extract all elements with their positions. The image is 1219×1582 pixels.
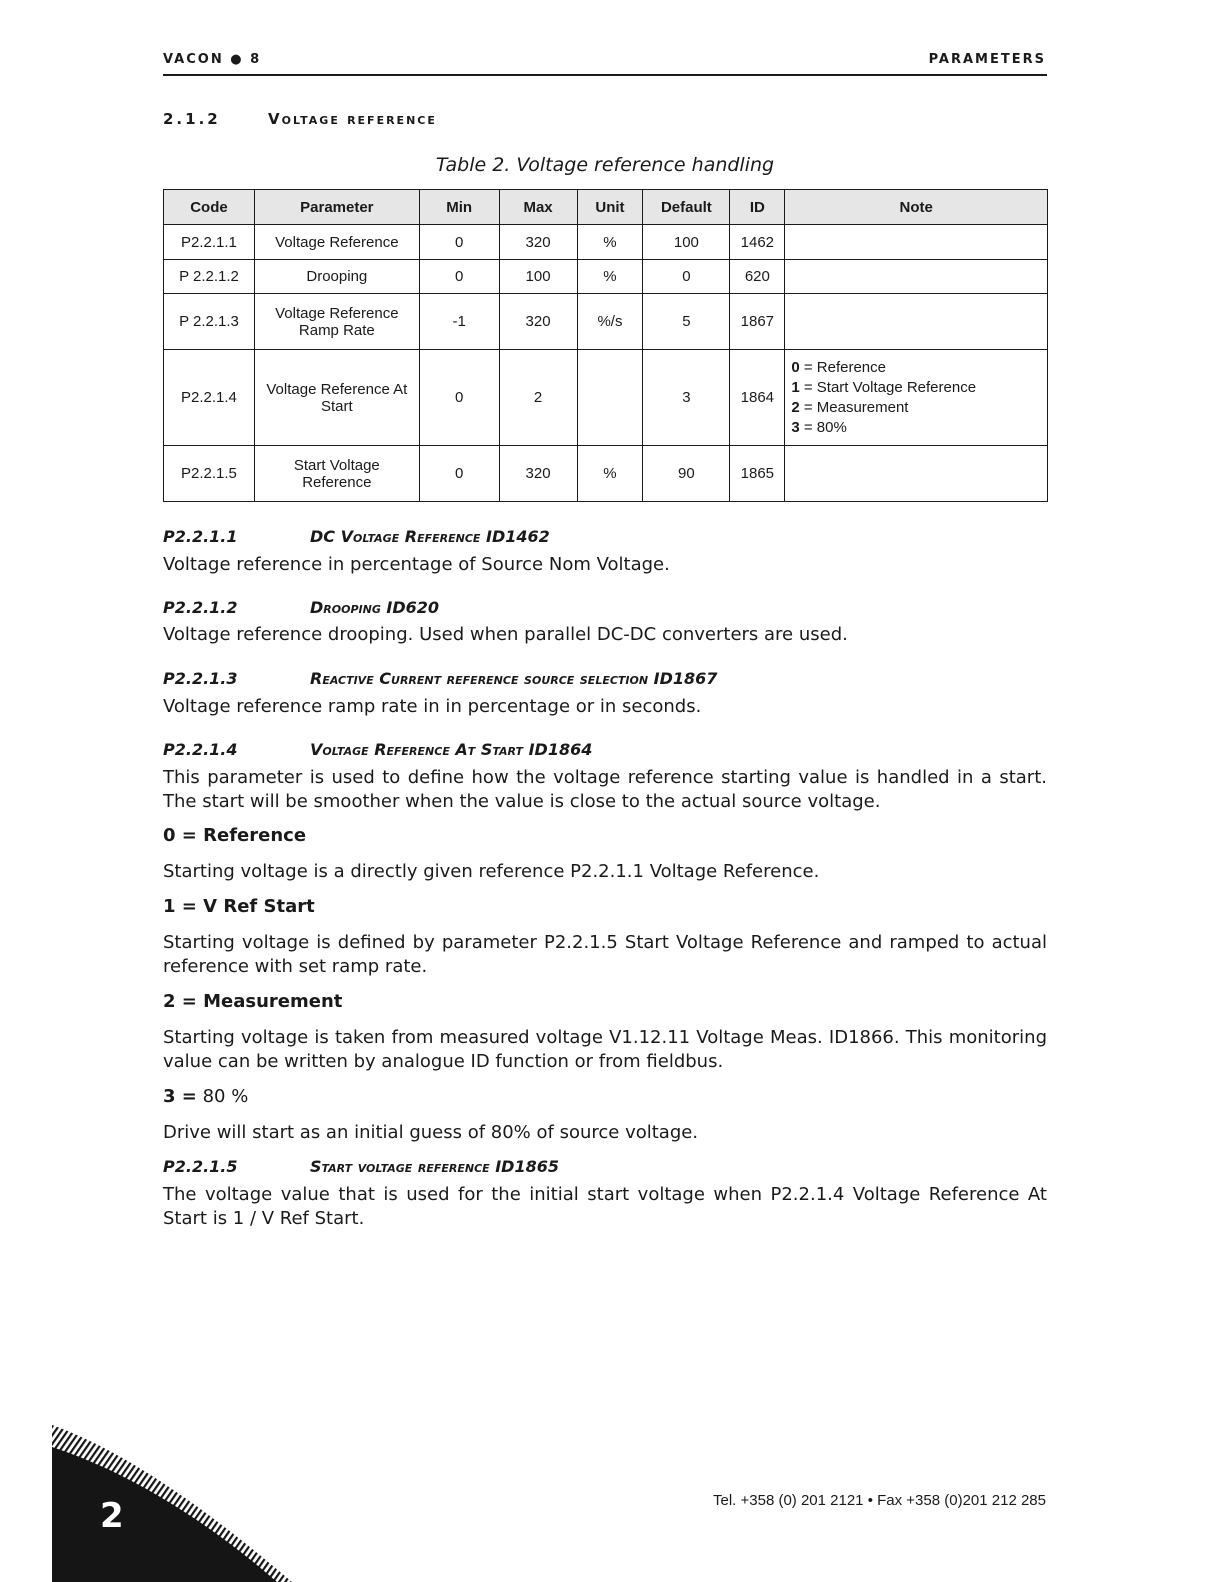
param-name: Start voltage reference ID1865 bbox=[310, 1157, 559, 1176]
note-line: 1 = Start Voltage Reference bbox=[791, 378, 977, 396]
cell-id: 1865 bbox=[730, 446, 785, 502]
cell-default: 5 bbox=[643, 294, 730, 350]
option-description: Starting voltage is taken from measured voltage V1.12.11 Voltage Meas. ID1866. This monitoring value can be written by analogue ID function or from fieldbus. bbox=[163, 1027, 1047, 1072]
header-rule bbox=[163, 74, 1047, 76]
cell-min: -1 bbox=[419, 294, 499, 350]
cell-default: 3 bbox=[643, 350, 730, 446]
cell-code: P2.2.1.4 bbox=[164, 350, 255, 446]
param-heading bbox=[163, 1157, 559, 1176]
column-header-parameter: Parameter bbox=[254, 190, 419, 225]
note-line: 2 = Measurement bbox=[791, 398, 909, 416]
param-name: DC Voltage Reference ID1462 bbox=[310, 527, 550, 546]
table-row bbox=[164, 260, 1048, 294]
footer-contact: Tel. +358 (0) 201 2121 • Fax +358 (0)201 212 285 bbox=[713, 1492, 1046, 1509]
option-label: 1 = V Ref Start bbox=[163, 896, 315, 917]
column-header-unit: Unit bbox=[577, 190, 643, 225]
option-label: 2 = Measurement bbox=[163, 991, 343, 1012]
cell-note bbox=[785, 294, 1048, 350]
param-description: Voltage reference in percentage of Source Nom Voltage. bbox=[163, 554, 670, 575]
parameter-table bbox=[163, 189, 1048, 502]
cell-parameter: Start Voltage Reference bbox=[254, 446, 419, 502]
cell-parameter: Voltage Reference bbox=[254, 225, 419, 260]
cell-max: 2 bbox=[499, 350, 577, 446]
cell-parameter: Voltage Reference Ramp Rate bbox=[254, 294, 419, 350]
param-code: P2.2.1.3 bbox=[163, 669, 238, 688]
header-chapter: PARAMETERS bbox=[928, 52, 1046, 67]
header-brand: VACON ● 8 bbox=[163, 52, 262, 67]
page-number: 2 bbox=[100, 1496, 124, 1536]
param-name: Voltage Reference At Start ID1864 bbox=[310, 740, 593, 759]
column-header-code: Code bbox=[164, 190, 255, 225]
param-name: Reactive Current reference source selection ID1867 bbox=[310, 669, 718, 688]
cell-min: 0 bbox=[419, 260, 499, 294]
cell-parameter: Voltage Reference At Start bbox=[254, 350, 419, 446]
param-description: The voltage value that is used for the initial start voltage when P2.2.1.4 Voltage Reference At Start is 1 / V Ref Start. bbox=[163, 1184, 1047, 1229]
param-description: Voltage reference ramp rate in in percentage or in seconds. bbox=[163, 696, 702, 717]
cell-min: 0 bbox=[419, 446, 499, 502]
cell-id: 620 bbox=[730, 260, 785, 294]
param-code: P2.2.1.2 bbox=[163, 598, 238, 617]
option-description: Starting voltage is a directly given reference P2.2.1.1 Voltage Reference. bbox=[163, 861, 820, 882]
table-caption: Table 2. Voltage reference handling bbox=[435, 154, 775, 176]
param-name: Drooping ID620 bbox=[310, 598, 440, 617]
cell-unit: % bbox=[577, 260, 643, 294]
cell-unit: % bbox=[577, 225, 643, 260]
param-heading bbox=[163, 527, 550, 546]
cell-note bbox=[785, 225, 1048, 260]
option-description: Drive will start as an initial guess of 80% of source voltage. bbox=[163, 1122, 699, 1143]
cell-default: 100 bbox=[643, 225, 730, 260]
cell-note bbox=[785, 350, 1048, 446]
option-label: 3 = 80 % bbox=[163, 1086, 249, 1107]
param-heading bbox=[163, 740, 592, 759]
note-line: 3 = 80% bbox=[791, 418, 847, 436]
param-code: P2.2.1.1 bbox=[163, 527, 238, 546]
cell-id: 1864 bbox=[730, 350, 785, 446]
option-label: 0 = Reference bbox=[163, 825, 307, 846]
corner-decoration bbox=[52, 1425, 292, 1582]
param-heading bbox=[163, 669, 717, 688]
cell-max: 320 bbox=[499, 294, 577, 350]
cell-unit: %/s bbox=[577, 294, 643, 350]
cell-default: 90 bbox=[643, 446, 730, 502]
column-header-max: Max bbox=[499, 190, 577, 225]
cell-max: 100 bbox=[499, 260, 577, 294]
cell-id: 1867 bbox=[730, 294, 785, 350]
section-number: 2.1.2 bbox=[163, 110, 221, 128]
param-heading bbox=[163, 598, 439, 617]
option-description: Starting voltage is defined by parameter P2.2.1.5 Start Voltage Reference and ramped to actual reference with set ramp rate. bbox=[163, 932, 1047, 977]
cell-max: 320 bbox=[499, 446, 577, 502]
cell-code: P 2.2.1.2 bbox=[164, 260, 255, 294]
cell-parameter: Drooping bbox=[254, 260, 419, 294]
table-row bbox=[164, 350, 1048, 446]
param-code: P2.2.1.5 bbox=[163, 1157, 238, 1176]
cell-note bbox=[785, 446, 1048, 502]
cell-max: 320 bbox=[499, 225, 577, 260]
param-description: Voltage reference drooping. Used when parallel DC-DC converters are used. bbox=[163, 624, 848, 645]
cell-unit bbox=[577, 350, 643, 446]
cell-min: 0 bbox=[419, 350, 499, 446]
section-title: Voltage reference bbox=[268, 110, 437, 128]
table-header-row bbox=[164, 190, 1048, 225]
param-description: This parameter is used to define how the voltage reference starting value is handled in a start. The start will be smoother when the value is close to the actual source voltage. bbox=[163, 767, 1047, 812]
table-row bbox=[164, 446, 1048, 502]
table-row bbox=[164, 225, 1048, 260]
note-line: 0 = Reference bbox=[791, 358, 886, 376]
cell-code: P 2.2.1.3 bbox=[164, 294, 255, 350]
param-code: P2.2.1.4 bbox=[163, 740, 238, 759]
cell-default: 0 bbox=[643, 260, 730, 294]
column-header-id: ID bbox=[730, 190, 785, 225]
cell-min: 0 bbox=[419, 225, 499, 260]
cell-unit: % bbox=[577, 446, 643, 502]
cell-code: P2.2.1.5 bbox=[164, 446, 255, 502]
column-header-min: Min bbox=[419, 190, 499, 225]
cell-note bbox=[785, 260, 1048, 294]
table-row bbox=[164, 294, 1048, 350]
cell-code: P2.2.1.1 bbox=[164, 225, 255, 260]
cell-id: 1462 bbox=[730, 225, 785, 260]
column-header-note: Note bbox=[785, 190, 1048, 225]
column-header-default: Default bbox=[643, 190, 730, 225]
